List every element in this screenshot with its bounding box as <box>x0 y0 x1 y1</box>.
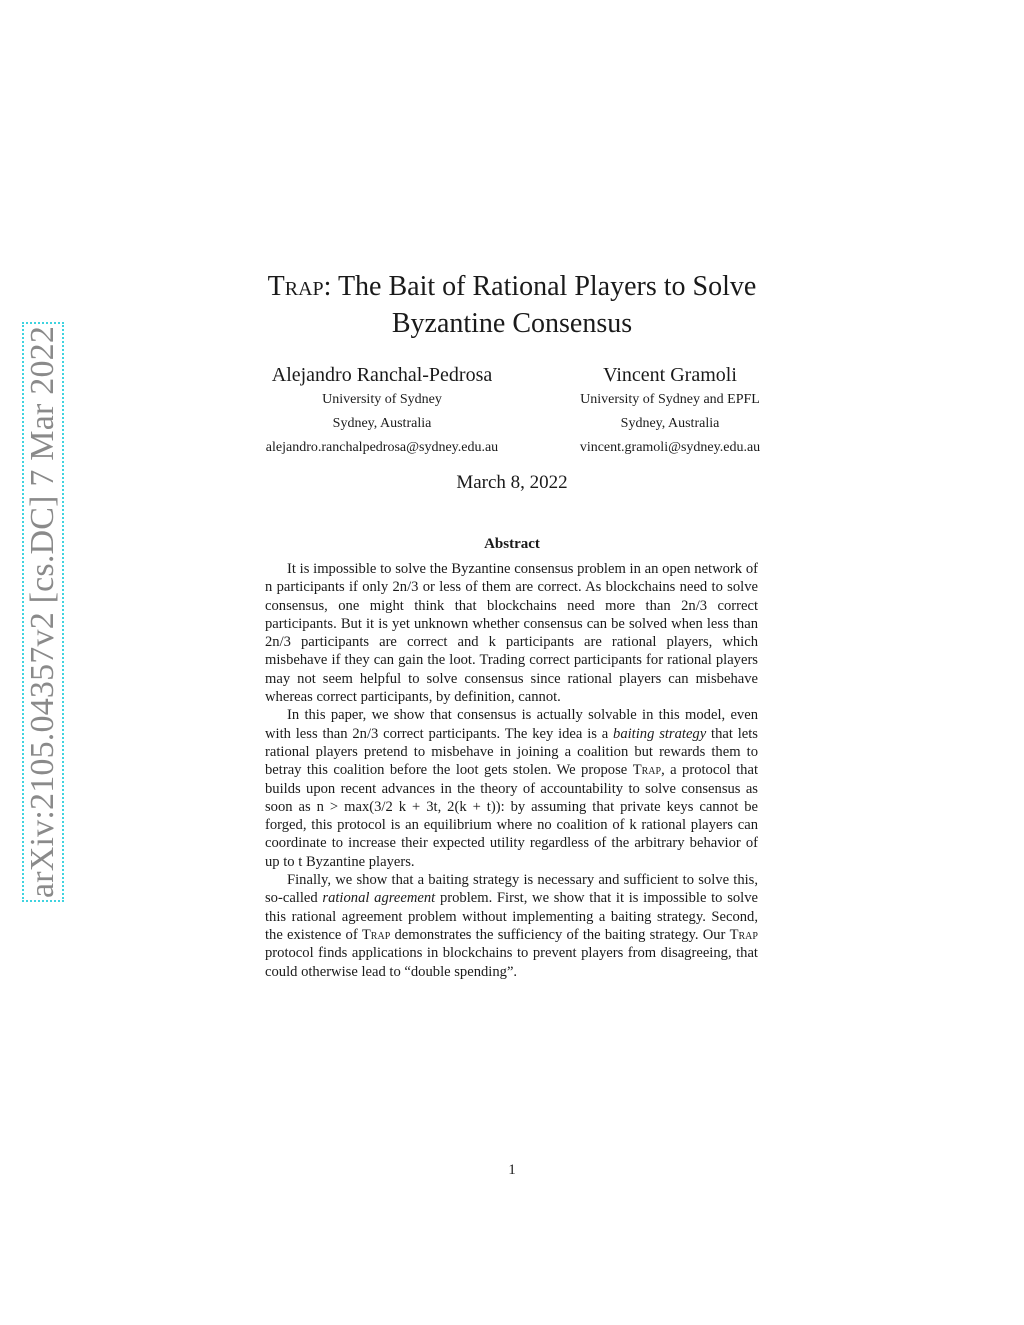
abstract-paragraph-3 <box>265 871 758 981</box>
author-2-name: Vincent Gramoli <box>603 364 737 386</box>
protocol-name: Trap <box>267 271 324 302</box>
author-1-email: alejandro.ranchalpedrosa@sydney.edu.au <box>265 440 499 455</box>
paper-title <box>0 268 1024 342</box>
author-1-affiliation: University of Sydney <box>322 392 442 407</box>
p2-text-c: , a protocol that builds upon recent advances in the theory of accountability to solve consensus as soon as n > max(3/2 k + 3t, 2(k + t)): by assuming that private keys cannot be forged, this protocol is an equilibrium where no coalition of k rational players can coordinate to increase their expected utility regardless of the arbitrary behavior of up to t Byzantine players. <box>265 762 758 870</box>
author-2-location: Sydney, Australia <box>620 416 720 431</box>
p2-protocol-name: Trap <box>632 762 662 779</box>
p2-text-b: that lets rational players pretend to misbehave in joining a coalition but rewards them to betray this coalition before the loot gets stolen. We propose <box>265 725 758 779</box>
title-line-2: Byzantine Consensus <box>391 308 633 339</box>
title-line-1 <box>0 268 1024 305</box>
author-2-email: vincent.gramoli@sydney.edu.au <box>579 440 761 455</box>
p2-text-a: In this paper, we show that consensus is actually solvable in this model, even with less than 2n/3 correct participants. The key idea is a <box>265 707 758 742</box>
p3-emphasis: rational agreement <box>322 890 436 907</box>
p3-text-c: demonstrates the sufficiency of the baiting strategy. Our <box>394 926 726 943</box>
page-number: 1 <box>508 1162 516 1178</box>
title-line-1-rest: : The Bait of Rational Players to Solve <box>323 271 757 302</box>
abstract-paragraph-2 <box>265 706 758 871</box>
author-2-affiliation: University of Sydney and EPFL <box>580 392 760 407</box>
author-2 <box>555 362 785 460</box>
abstract-body <box>265 560 758 981</box>
p3-text-d: protocol finds applications in blockchains to prevent players from disagreeing, that could otherwise lead to “double spending”. <box>265 945 758 980</box>
arxiv-stamp <box>22 322 64 902</box>
author-1 <box>242 362 522 460</box>
p3-protocol-name-2: Trap <box>729 926 758 943</box>
author-1-name: Alejandro Ranchal-Pedrosa <box>271 364 493 386</box>
abstract-heading: Abstract <box>484 536 540 552</box>
p2-emphasis: baiting strategy <box>613 725 707 742</box>
author-1-location: Sydney, Australia <box>332 416 432 431</box>
p3-protocol-name-1: Trap <box>361 926 391 943</box>
p3-text-b: problem. First, we show that it is impossible to solve this rational agreement problem without implementing a baiting strategy. Second, the existence of <box>265 890 758 943</box>
p3-text-a: Finally, we show that a baiting strategy is necessary and sufficient to solve this, so-called <box>265 872 758 907</box>
arxiv-identifier: arXiv:2105.04357v2 [cs.DC] 7 Mar 2022 <box>24 325 61 899</box>
publication-date: March 8, 2022 <box>456 472 568 493</box>
abstract-paragraph-1: It is impossible to solve the Byzantine consensus problem in an open network of n participants if only 2n/3 or less of them are correct. As blockchains need to solve consensus, one might think that blockchains need more than 2n/3 correct participants. But it is yet unknown whether consensus can be solved when less than 2n/3 participants are correct and k participants are rational players, which misbehave if they can gain the loot. Trading correct participants for rational players may not seem helpful to solve consensus since rational players can misbehave whereas correct participants, by definition, cannot. <box>265 561 758 706</box>
